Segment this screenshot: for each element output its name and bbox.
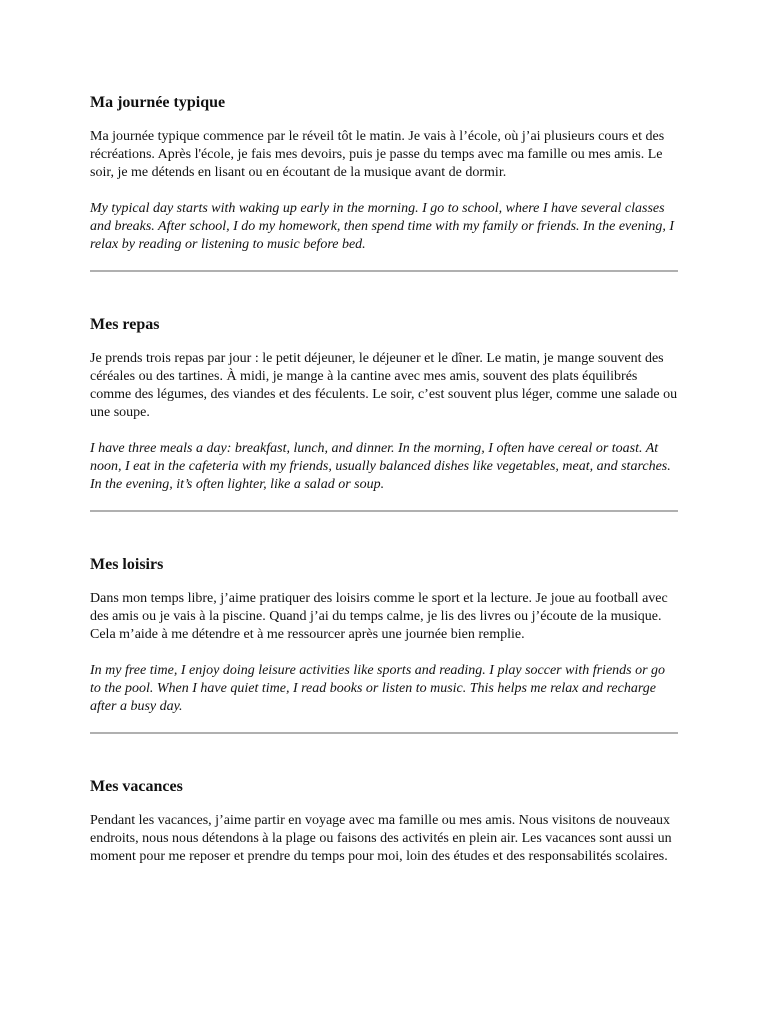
french-paragraph: Dans mon temps libre, j’aime pratiquer des loisirs comme le sport et la lecture. Je joue au football avec des amis ou je vais à la piscine. Quand j’ai du temps calme, je lis des livres ou j’écoute de la musique. Cela m’aide à me détendre et à me ressourcer après une journée bien remplie. [90, 591, 668, 642]
section-mes-repas [90, 312, 678, 512]
section-title: Mes loisirs [90, 556, 164, 573]
section-divider [90, 732, 678, 734]
section-mes-loisirs [90, 552, 678, 734]
french-paragraph: Pendant les vacances, j’aime partir en voyage avec ma famille ou mes amis. Nous visitons de nouveaux endroits, nous nous détendons à la plage ou faisons des activités en plein air. Les vacances sont aussi un moment pour me reposer et prendre du temps pour moi, loin des études et des responsabilités scolaires. [90, 813, 672, 864]
section-title: Mes vacances [90, 778, 183, 795]
french-paragraph: Ma journée typique commence par le réveil tôt le matin. Je vais à l’école, où j’ai plusieurs cours et des récréations. Après l'école, je fais mes devoirs, puis je passe du temps avec ma famille ou mes amis. Le soir, je me détends en lisant ou en écoutant de la musique avant de dormir. [90, 129, 665, 180]
section-title: Mes repas [90, 316, 160, 333]
french-paragraph: Je prends trois repas par jour : le petit déjeuner, le déjeuner et le dîner. Le matin, je mange souvent des céréales ou des tartines. À midi, je mange à la cantine avec mes amis, souvent des plats équilibrés comme des légumes, des viandes et des féculents. Le soir, c’est souvent plus léger, comme une salade ou une soupe. [90, 351, 678, 420]
section-divider [90, 270, 678, 272]
english-translation: I have three meals a day: breakfast, lunch, and dinner. In the morning, I often have cereal or toast. At noon, I eat in the cafeteria with my friends, usually balanced dishes like vegetables, meat, and starches. In the evening, it’s often lighter, like a salad or soup. [90, 441, 671, 492]
section-mes-vacances [90, 774, 678, 866]
section-title: Ma journée typique [90, 94, 226, 111]
section-ma-journee-typique [90, 90, 678, 272]
english-translation: My typical day starts with waking up early in the morning. I go to school, where I have several classes and breaks. After school, I do my homework, then spend time with my family or friends. In the evening, I relax by reading or listening to music before bed. [90, 201, 675, 252]
english-translation: In my free time, I enjoy doing leisure activities like sports and reading. I play soccer with friends or go to the pool. When I have quiet time, I read books or listen to music. This helps me relax and recharge after a busy day. [90, 663, 666, 714]
section-divider [90, 510, 678, 512]
